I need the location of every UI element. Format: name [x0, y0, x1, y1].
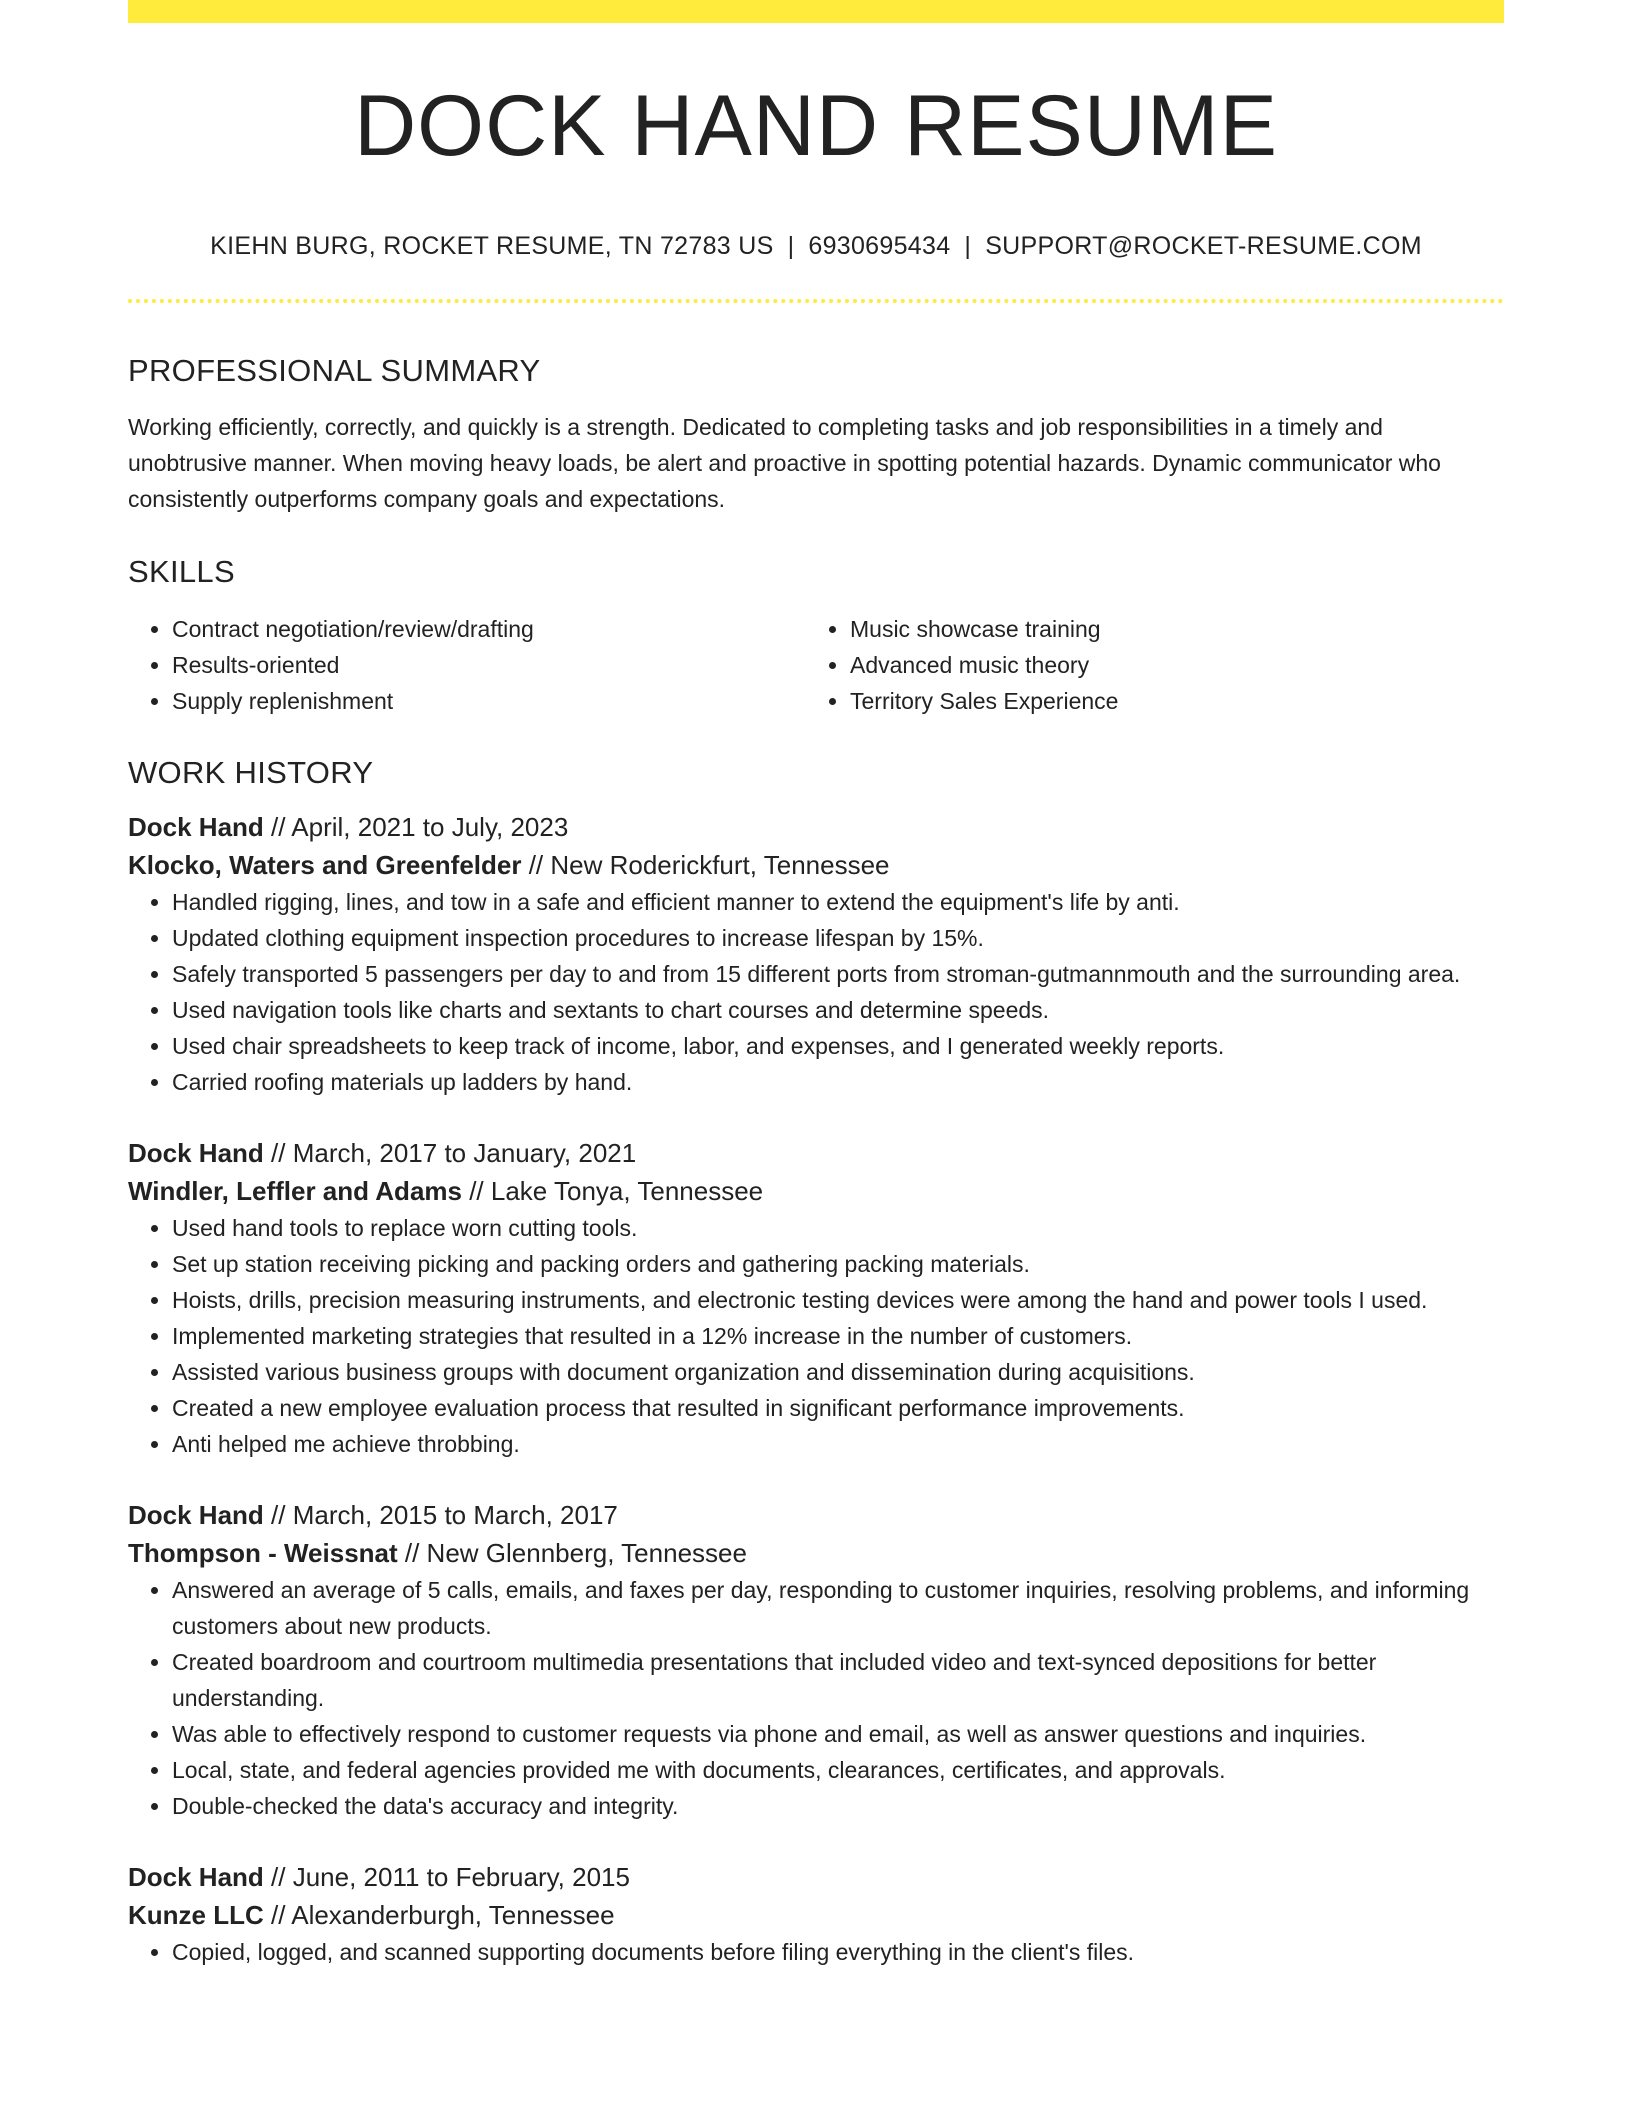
contact-separator: |: [964, 232, 972, 260]
job-bullet: • Used chair spreadsheets to keep track of income, labor, and expenses, and I generated weekly reports.: [172, 1028, 1504, 1064]
job-bullet: • Safely transported 5 passengers per day to and from 15 different ports from stroman-gutmannmouth and the surrounding area.: [172, 956, 1504, 992]
skill-item: • Music showcase training: [850, 611, 1484, 647]
skills-list: [128, 611, 1504, 719]
job-bullet: • Hoists, drills, precision measuring instruments, and electronic testing devices were among the hand and power tools I used.: [172, 1282, 1504, 1318]
job-bullet: • Assisted various business groups with document organization and dissemination during acquisitions.: [172, 1354, 1504, 1390]
contact-line: [128, 234, 1504, 259]
job-location: // Alexanderburgh, Tennessee: [263, 1900, 615, 1930]
job-location: // New Glennberg, Tennessee: [397, 1538, 747, 1568]
job-company-line: [128, 1172, 1504, 1210]
job-title-line: [128, 1496, 1504, 1534]
job-bullet: • Carried roofing materials up ladders by hand.: [172, 1064, 1504, 1100]
job-bullet: • Anti helped me achieve throbbing.: [172, 1426, 1504, 1462]
job-dates: // June, 2011 to February, 2015: [263, 1862, 630, 1892]
job-entry: [128, 808, 1504, 1100]
job-company-line: [128, 846, 1504, 884]
summary-heading: PROFESSIONAL SUMMARY: [128, 353, 541, 388]
job-bullet: • Set up station receiving picking and packing orders and gathering packing materials.: [172, 1246, 1504, 1282]
job-bullet: • Created a new employee evaluation process that resulted in significant performance improvements.: [172, 1390, 1504, 1426]
work-history-heading: WORK HISTORY: [128, 755, 374, 790]
job-bullet: • Copied, logged, and scanned supporting documents before filing everything in the client's files.: [172, 1934, 1504, 1970]
dotted-divider: [128, 299, 1504, 303]
job-company-line: [128, 1896, 1504, 1934]
job-bullets: [128, 1210, 1504, 1462]
job-bullet: • Double-checked the data's accuracy and integrity.: [172, 1788, 1504, 1824]
skills-column-left: [128, 611, 806, 719]
summary-text: Working efficiently, correctly, and quickly is a strength. Dedicated to completing tasks and job responsibilities in a timely and unobtrusive manner. When moving heavy loads, be alert and proactive in spotting potential hazards. Dynamic communicator who consistently outperforms company goals and expectations.: [128, 414, 1441, 512]
job-dates: // March, 2015 to March, 2017: [263, 1500, 618, 1530]
job-bullet: • Created boardroom and courtroom multimedia presentations that included video and text-synced depositions for better understanding.: [172, 1644, 1504, 1716]
top-accent-bar: [128, 0, 1504, 23]
skill-item: • Territory Sales Experience: [850, 683, 1484, 719]
job-bullet: • Answered an average of 5 calls, emails, and faxes per day, responding to customer inquiries, resolving problems, and informing customers about new products.: [172, 1572, 1504, 1644]
skill-item: • Results-oriented: [172, 647, 806, 683]
job-dates: // March, 2017 to January, 2021: [263, 1138, 637, 1168]
job-bullet: • Was able to effectively respond to customer requests via phone and email, as well as answer questions and inquiries.: [172, 1716, 1504, 1752]
job-bullet: • Used hand tools to replace worn cutting tools.: [172, 1210, 1504, 1246]
job-entry: [128, 1134, 1504, 1462]
resume-page: [128, 0, 1504, 1970]
job-bullet: • Handled rigging, lines, and tow in a safe and efficient manner to extend the equipment's life by anti.: [172, 884, 1504, 920]
contact-address: KIEHN BURG, ROCKET RESUME, TN 72783 US: [210, 232, 774, 260]
job-bullet: • Local, state, and federal agencies provided me with documents, clearances, certificates, and approvals.: [172, 1752, 1504, 1788]
skill-item: • Advanced music theory: [850, 647, 1484, 683]
job-title: Dock Hand: [128, 812, 264, 842]
job-bullets: [128, 1572, 1504, 1824]
contact-separator: |: [787, 232, 795, 260]
skill-item: • Supply replenishment: [172, 683, 806, 719]
job-bullet: • Used navigation tools like charts and sextants to chart courses and determine speeds.: [172, 992, 1504, 1028]
job-location: // Lake Tonya, Tennessee: [461, 1176, 764, 1206]
job-entry: [128, 1496, 1504, 1824]
skill-item: • Contract negotiation/review/drafting: [172, 611, 806, 647]
contact-email: SUPPORT@ROCKET-RESUME.COM: [985, 232, 1422, 260]
job-title: Dock Hand: [128, 1862, 264, 1892]
job-title: Dock Hand: [128, 1138, 264, 1168]
resume-title: DOCK HAND RESUME: [354, 78, 1278, 174]
skills-column-right: [806, 611, 1484, 719]
contact-phone: 6930695434: [808, 232, 951, 260]
job-entry: [128, 1858, 1504, 1970]
job-location: // New Roderickfurt, Tennessee: [521, 850, 890, 880]
job-dates: // April, 2021 to July, 2023: [263, 812, 569, 842]
job-bullet: • Updated clothing equipment inspection procedures to increase lifespan by 15%.: [172, 920, 1504, 956]
job-company: Windler, Leffler and Adams: [128, 1176, 462, 1206]
job-company: Kunze LLC: [128, 1900, 264, 1930]
job-company-line: [128, 1534, 1504, 1572]
job-company: Klocko, Waters and Greenfelder: [128, 850, 522, 880]
job-bullet: • Implemented marketing strategies that resulted in a 12% increase in the number of customers.: [172, 1318, 1504, 1354]
job-bullets: [128, 884, 1504, 1100]
skills-heading: SKILLS: [128, 554, 235, 589]
job-title-line: [128, 1134, 1504, 1172]
job-company: Thompson - Weissnat: [128, 1538, 398, 1568]
job-title-line: [128, 808, 1504, 846]
job-title: Dock Hand: [128, 1500, 264, 1530]
job-title-line: [128, 1858, 1504, 1896]
job-bullets: [128, 1934, 1504, 1970]
